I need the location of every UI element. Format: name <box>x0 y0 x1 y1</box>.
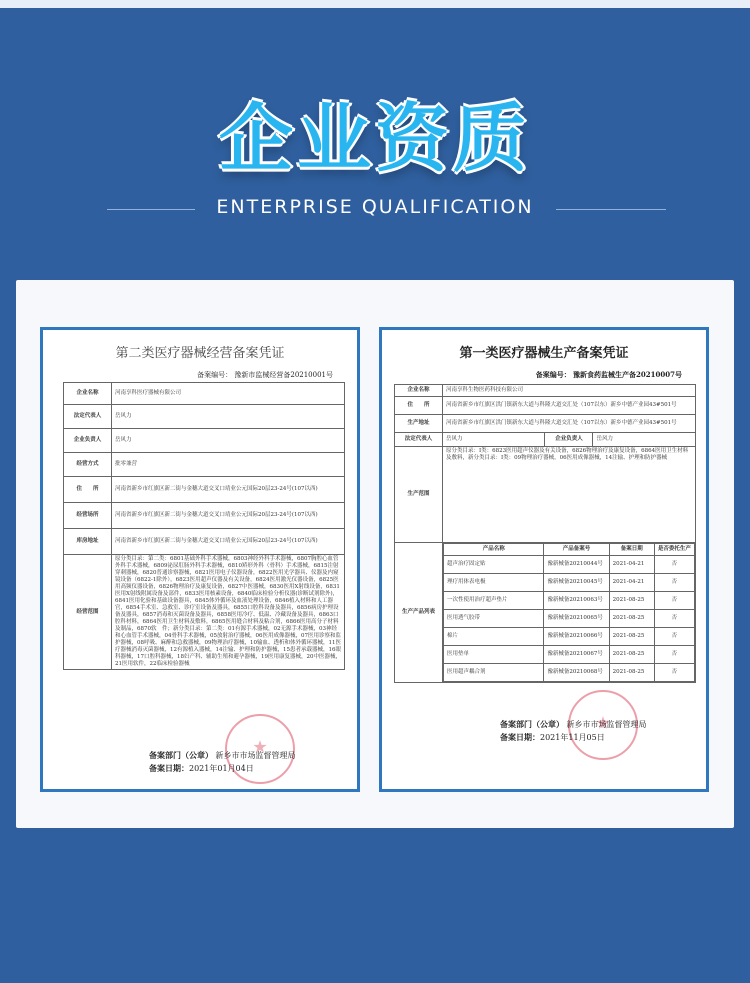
table-row <box>64 405 345 429</box>
table-row <box>64 503 345 529</box>
table-row <box>395 433 696 447</box>
production-record-certificate <box>379 327 709 792</box>
table-row <box>395 397 696 415</box>
product-no: 豫新械备20210063号 <box>544 592 609 610</box>
product-date: 2021-08-25 <box>609 628 654 646</box>
row-value: 河南省新乡市红旗区新二街与金穗大道交叉口靖业公元国际20层23-24号(107以西) <box>112 529 345 555</box>
row-value: 河南享科生物医药科技有限公司 <box>443 385 696 397</box>
product-entrusted: 否 <box>654 574 694 592</box>
product-no: 豫新械备20210044号 <box>544 556 609 574</box>
certificate-table <box>394 384 696 683</box>
manager-label: 企业负责人 <box>545 433 593 447</box>
date-label: 备案日期： <box>500 732 540 742</box>
product-row <box>444 628 695 646</box>
page-title: 企业资质 <box>219 96 531 182</box>
date-label: 备案日期： <box>149 763 189 773</box>
row-label: 库房地址 <box>64 529 112 555</box>
products-header-row <box>444 544 695 556</box>
product-row <box>444 556 695 574</box>
row-value: 岳风力 <box>112 429 345 453</box>
products-label: 生产产品列表 <box>395 543 443 683</box>
product-no: 豫新械备20210065号 <box>544 610 609 628</box>
product-row <box>444 592 695 610</box>
row-value: 批零兼营 <box>112 453 345 477</box>
product-date: 2021-04-21 <box>609 574 654 592</box>
product-entrusted: 否 <box>654 610 694 628</box>
row-value: 河南享科医疗器械有限公司 <box>112 383 345 405</box>
product-entrusted: 否 <box>654 628 694 646</box>
certificate-title: 第二类医疗器械经营备案凭证 <box>115 346 285 361</box>
row-value: 原分类目录：第二类：6801基础外科手术器械，6803神经外科手术器械，6807胸腔心血管外科手术器械，6809泌尿肛肠外科手术器械，6810矫形外科（骨科）手术器械，6815注射穿刺器械，6820普通诊察器械，6821医用电子仪器设备，6822医用光学器具、仪器及内窥镜设备（6822-1除外），6823医用超声仪器及有关设备，6824医用激光仪器设备，6825医用高频仪器设备，6826物理治疗及康复设备，6827中医器械，6830医用X射线设备，6831医用X射线附属设备及部件，6833医用核素设备，6840临床检验分析仪器(诊断试剂除外)，6841医用化验和基础设备器具，6845体外循环及血液处理设备，6846植入材料和人工器官，6854手术室、急救室、诊疗室设备及器具，6855口腔科设备及器具，6856病房护理设备及器具，6857消毒和灭菌设备及器具，6858医用冷疗、低温、冷藏设备及器具，6863口腔科材料，6864医用卫生材料及敷料，6865医用缝合材料及粘合剂，6866医用高分子材料及制品，6870软 件；新分类目录：第二类：01有源手术器械，02无源手术器械，03神经和心血管手术器械，04骨科手术器械，05放射治疗器械，06医用成像器械，07医用诊察和监护器械，08呼吸、麻醉和急救器械，09物理治疗器械，10输血、透析和体外循环器械，11医疗器械消毒灭菌器械，12有源植入器械，14注输、护理和防护器械，15患者承载器械，16眼科器械，17口腔科器械，18妇产科、辅助生殖和避孕器械，19医用康复器械，20中医器械，21医用软件，22临床检验器械 <box>112 555 345 670</box>
row-label: 生产地址 <box>395 415 443 433</box>
dept-label: 备案部门（公章） <box>500 719 564 729</box>
date-value: 2021年01月04日 <box>189 764 254 773</box>
record-number <box>382 370 706 380</box>
page-subtitle: ENTERPRISE QUALIFICATION <box>216 196 534 218</box>
row-label: 经营范围 <box>64 555 112 670</box>
certificate-table <box>63 382 345 670</box>
product-date: 2021-08-25 <box>609 664 654 682</box>
row-label: 企业名称 <box>395 385 443 397</box>
product-entrusted: 否 <box>654 646 694 664</box>
scope-value: 原分类目录：Ⅰ类：6823医用超声仪器及有关设备，6826物理治疗及康复设备，6864医用卫生材料及敷料，新分类目录：Ⅰ类：09物理治疗器械，06医用成像器械，14注输、护理和防护器械 <box>443 447 696 543</box>
product-name: 医用垫单 <box>444 646 544 664</box>
row-label: 住 所 <box>64 477 112 503</box>
row-value: 河南省新乡市红旗区洪门镇新东大道与科隆大道交汇处（107以东）新乡中德产业园43#501号 <box>443 415 696 433</box>
certificate-footer <box>149 749 296 775</box>
certificates-panel <box>16 280 734 828</box>
business-record-certificate <box>40 327 360 792</box>
product-row <box>444 610 695 628</box>
table-row <box>395 415 696 433</box>
product-name: 理疗用体表电极 <box>444 574 544 592</box>
product-name: 医用超声耦合剂 <box>444 664 544 682</box>
date-value: 2021年11月05日 <box>540 733 605 742</box>
row-value: 岳风力 <box>112 405 345 429</box>
legal-rep-value: 岳风力 <box>443 433 545 447</box>
table-row <box>395 543 696 683</box>
row-label: 经营场所 <box>64 503 112 529</box>
product-name: 超声治疗固定贴 <box>444 556 544 574</box>
table-row <box>395 447 696 543</box>
dept-label: 备案部门（公章） <box>149 750 213 760</box>
table-row <box>64 383 345 405</box>
header-entrusted: 是否委托生产 <box>654 544 694 556</box>
dept-value: 新乡市市场监督管理局 <box>215 751 296 760</box>
table-row <box>64 555 345 670</box>
products-table <box>443 543 695 682</box>
product-entrusted: 否 <box>654 556 694 574</box>
certificate-title: 第一类医疗器械生产备案凭证 <box>459 346 629 361</box>
row-label: 经营方式 <box>64 453 112 477</box>
record-number-value: 豫新食药监械生产备20210007号 <box>573 370 682 379</box>
table-row <box>64 429 345 453</box>
product-entrusted: 否 <box>654 664 694 682</box>
product-date: 2021-08-25 <box>609 646 654 664</box>
manager-value: 岳风力 <box>593 433 696 447</box>
product-name: 棉片 <box>444 628 544 646</box>
table-row <box>64 453 345 477</box>
top-strip <box>0 0 750 8</box>
row-label: 企业名称 <box>64 383 112 405</box>
table-row <box>395 385 696 397</box>
product-name: 医用透气胶带 <box>444 610 544 628</box>
product-name: 一次性使用治疗超声垫片 <box>444 592 544 610</box>
row-label: 法定代表人 <box>64 405 112 429</box>
table-row <box>64 477 345 503</box>
product-no: 豫新械备20210045号 <box>544 574 609 592</box>
subtitle-divider-right <box>556 209 666 210</box>
record-number-value: 豫新市监械经营备20210001号 <box>234 371 333 379</box>
header-no: 产品备案号 <box>544 544 609 556</box>
products-cell <box>443 543 696 683</box>
row-value: 河南省新乡市红旗区新二街与金穗大道交叉口靖业公元国际20层23-24号(107以西) <box>112 477 345 503</box>
record-number-label: 备案编号： <box>535 370 571 379</box>
product-row <box>444 646 695 664</box>
product-date: 2021-04-21 <box>609 556 654 574</box>
scope-label: 生产范围 <box>395 447 443 543</box>
product-no: 豫新械备20210066号 <box>544 628 609 646</box>
legal-rep-label: 法定代表人 <box>395 433 443 447</box>
subtitle-row <box>0 196 750 224</box>
record-number <box>43 370 357 380</box>
certificate-footer <box>500 718 647 744</box>
product-row <box>444 574 695 592</box>
product-entrusted: 否 <box>654 592 694 610</box>
product-date: 2021-08-25 <box>609 592 654 610</box>
row-value: 河南省新乡市红旗区新二街与金穗大道交叉口靖业公元国际20层23-24号(107以西) <box>112 503 345 529</box>
product-date: 2021-08-25 <box>609 610 654 628</box>
header-name: 产品名称 <box>444 544 544 556</box>
record-number-label: 备案编号： <box>197 371 233 379</box>
row-label: 企业负责人 <box>64 429 112 453</box>
row-value: 河南省新乡市红旗区洪门镇新东大道与科隆大道交汇处（107以东）新乡中德产业园43#501号 <box>443 397 696 415</box>
header-date: 备案日期 <box>609 544 654 556</box>
product-no: 豫新械备20210068号 <box>544 664 609 682</box>
product-no: 豫新械备20210067号 <box>544 646 609 664</box>
row-label: 住 所 <box>395 397 443 415</box>
table-row <box>64 529 345 555</box>
product-row <box>444 664 695 682</box>
dept-value: 新乡市市场监督管理局 <box>566 720 647 729</box>
